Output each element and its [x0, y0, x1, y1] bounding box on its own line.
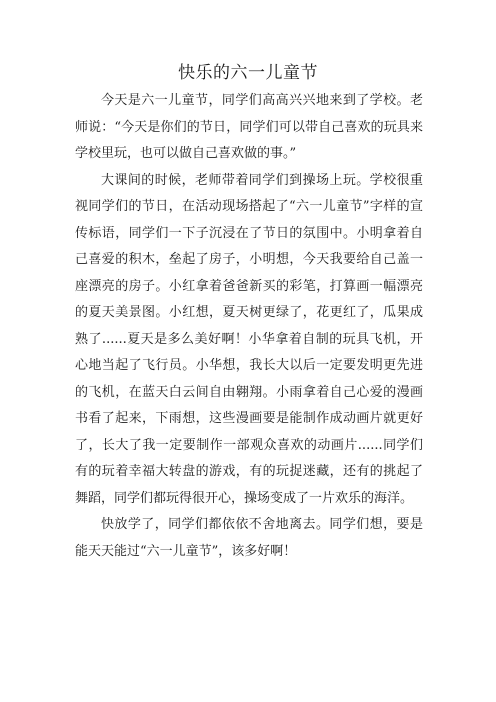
paragraph-3: 快放学了，同学们都依依不舍地离去。同学们想，要是能天天能过“六一儿童节”，该多好啊！ [75, 517, 423, 559]
document-body [75, 88, 423, 565]
paragraph-2: 大课间的时候，老师带着同学们到操场上玩。学校很重视同学们的节日，在活动现场搭起了“六一儿童节”字样的宣传标语，同学们一下子沉浸在了节日的氛围中。小明拿着自己喜爱的积木，垒起了房子，小明想，今天我要给自己盖一座漂亮的房子。小红拿着爸爸新买的彩笔，打算画一幅漂亮的夏天美景图。小红想，夏天树更绿了，花更红了，瓜果成熟了......夏天是多么美好啊！小华拿着自制的玩具飞机，开心地当起了飞行员。小华想，我长大以后一定要发明更先进的飞机，在蓝天白云间自由翱翔。小雨拿着自己心爱的漫画书看了起来，下雨想，这些漫画要是能制作成动画片就更好了，长大了我一定要制作一部观众喜欢的动画片......同学们有的玩着幸福大转盘的游戏，有的玩捉迷藏，还有的挑起了舞蹈，同学们都玩得很开心，操场变成了一片欢乐的海洋。 [75, 172, 423, 506]
paragraph-1: 今天是六一儿童节，同学们高高兴兴地来到了学校。老师说：“今天是你们的节日，同学们可以带自己喜欢的玩具来学校里玩，也可以做自己喜欢做的事。” [75, 93, 423, 161]
document-title: 快乐的六一儿童节 [178, 63, 318, 83]
